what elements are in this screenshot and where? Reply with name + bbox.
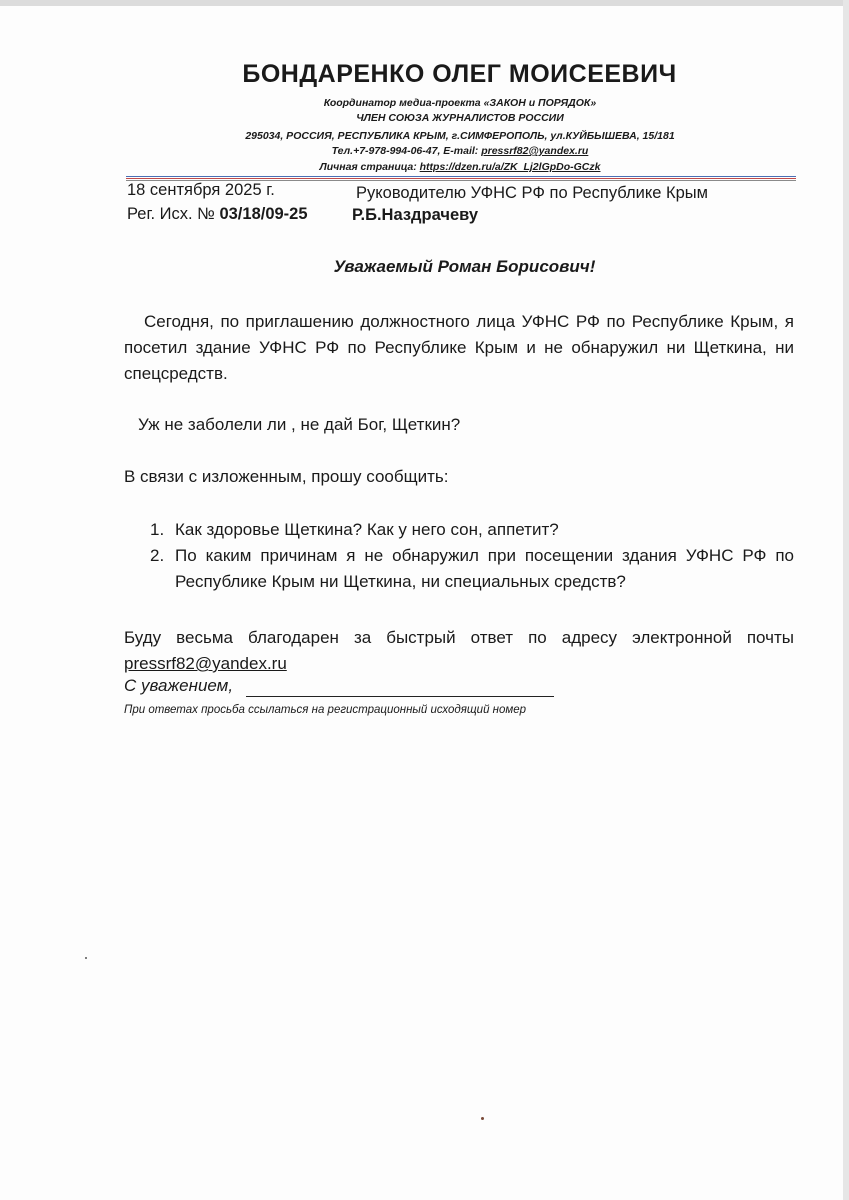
author-contacts (160, 145, 760, 157)
list-text: Как здоровье Щеткина? Как у него сон, аппетит? (175, 520, 559, 539)
reply-email-link[interactable]: pressrf82@yandex.ru (124, 654, 287, 673)
registration-number (127, 205, 308, 224)
personal-page-link[interactable]: https://dzen.ru/a/ZK_Lj2lGpDo-GCzk (419, 161, 601, 173)
author-address: 295034, РОССИЯ, РЕСПУБЛИКА КРЫМ, г.СИМФЕРОПОЛЬ, ул.КУЙБЫШЕВА, 15/181 (245, 130, 675, 142)
author-name: БОНДАРЕНКО ОЛЕГ МОИСЕЕВИЧ (242, 60, 677, 88)
letter-date: 18 сентября 2025 г. (127, 181, 275, 199)
recipient-title: Руководителю УФНС РФ по Республике Крым (356, 184, 708, 202)
paragraph-1: Сегодня, по приглашению должностного лица УФНС РФ по Республике Крым, я посетил здание УФНС РФ по Республике Крым и не обнаружил ни Щеткина, ни спецсредств. (124, 312, 794, 383)
scan-speck (85, 957, 87, 959)
author-page (160, 161, 760, 173)
list-number: 1. (150, 520, 165, 539)
paragraph-3: В связи с изложенным, прошу сообщить: (124, 467, 449, 486)
list-item (150, 517, 794, 543)
reply-request-text: Буду весьма благодарен за быстрый ответ по адресу электронной почты (124, 628, 794, 647)
paragraph-4 (124, 625, 794, 677)
phone-label: Тел.+7-978-994-06-47, E-mail: (331, 145, 482, 157)
author-membership: ЧЛЕН СОЮЗА ЖУРНАЛИСТОВ РОССИИ (356, 112, 564, 124)
reg-label: Рег. Исх. № (127, 205, 220, 223)
list-number: 2. (150, 546, 165, 565)
header-rule-red (126, 178, 796, 179)
author-role: Координатор медиа-проекта «ЗАКОН и ПОРЯДОК» (323, 97, 597, 109)
page-label: Личная страница: (319, 161, 420, 173)
paragraph-2: Уж не заболели ли , не дай Бог, Щеткин? (138, 415, 461, 434)
salutation: Уважаемый Роман Борисович! (333, 257, 596, 276)
request-list (150, 517, 794, 595)
scan-edge-top (0, 0, 849, 6)
reg-value: 03/18/09-25 (219, 205, 308, 223)
header-rule-blue (126, 176, 796, 177)
list-item (150, 543, 794, 595)
header-email-link[interactable]: pressrf82@yandex.ru (481, 145, 589, 157)
scan-edge-right (843, 0, 849, 1200)
footnote: При ответах просьба ссылаться на регистрационный исходящий номер (124, 704, 527, 716)
scan-speck (481, 1117, 484, 1120)
list-text: По каким причинам я не обнаружил при посещении здания УФНС РФ по Республике Крым ни Щеткина, ни специальных средств? (175, 546, 794, 591)
recipient-name: Р.Б.Наздрачеву (352, 206, 479, 224)
closing: С уважением, (124, 676, 234, 695)
signature-line (246, 696, 554, 697)
